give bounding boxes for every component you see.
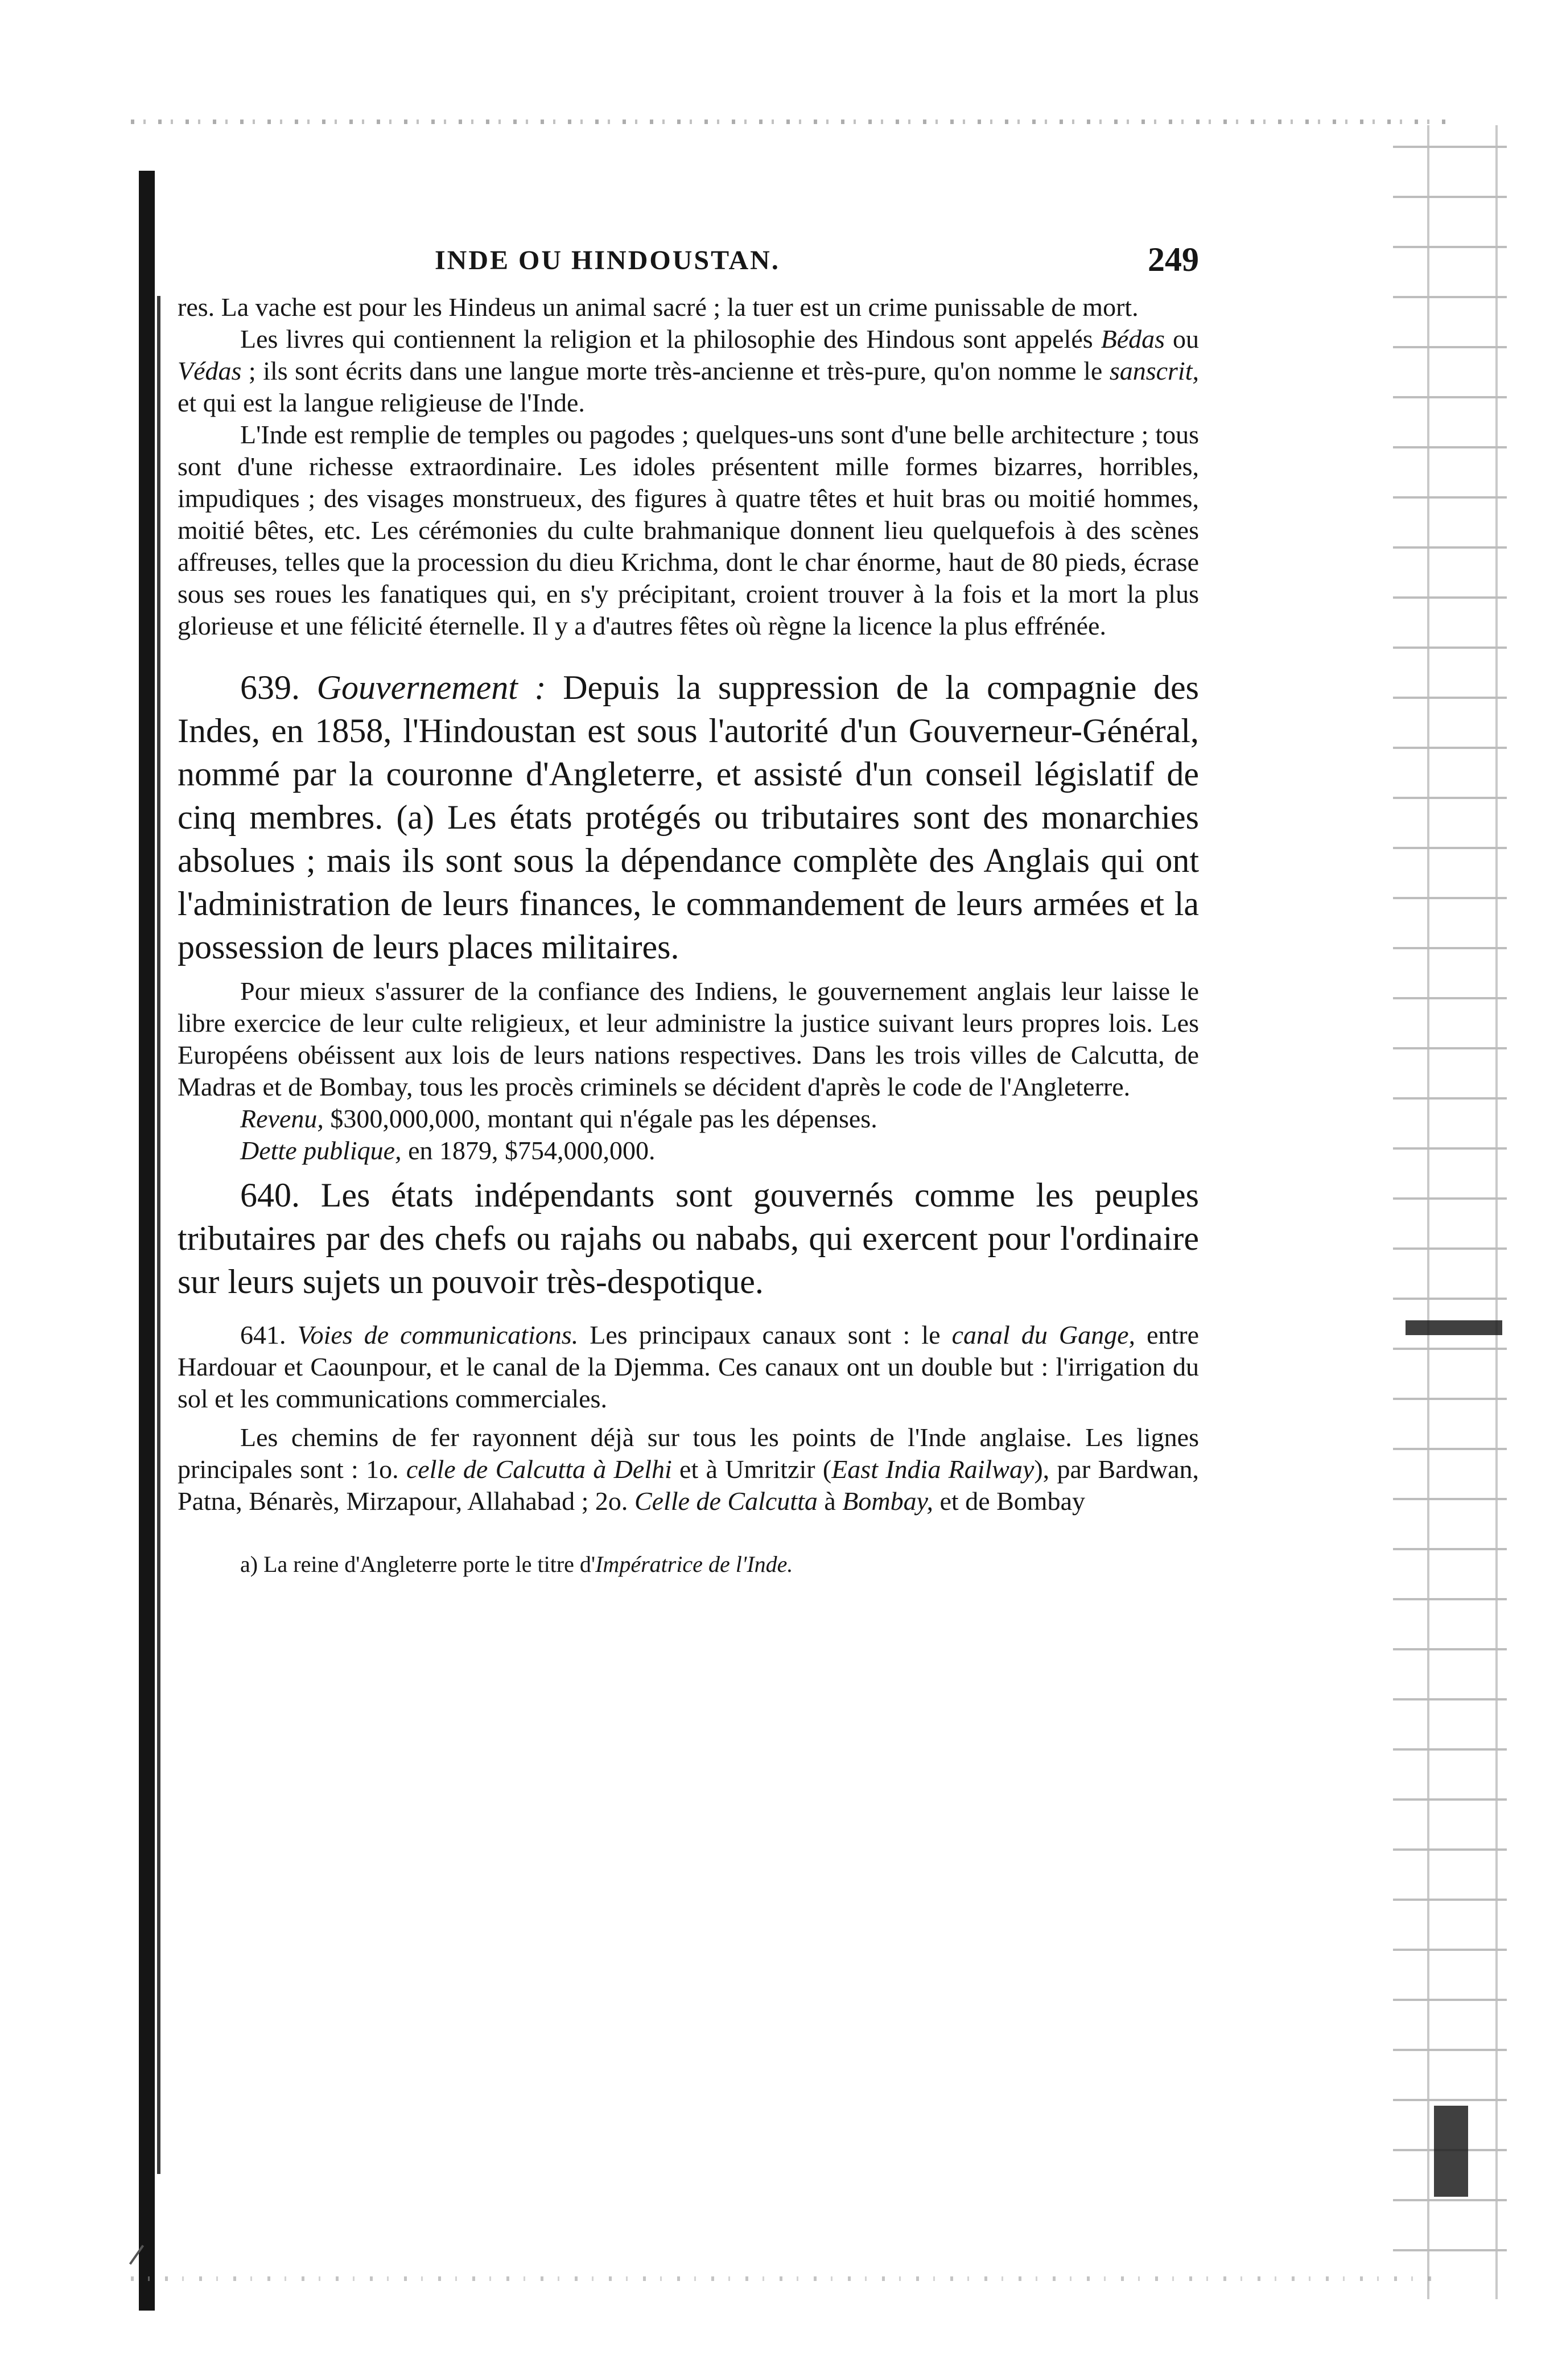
text-run-italic: Bédas xyxy=(1101,324,1165,353)
text-run: à xyxy=(817,1487,843,1516)
text-run: ou xyxy=(1165,324,1200,353)
scan-right-edge-mark xyxy=(1406,1320,1502,1335)
text-run: Les chemins de fer rayonnent déjà sur tous les points de l'Inde anglaise. Les lignes principales sont : 1o. xyxy=(178,1423,1199,1484)
scan-right-edge-noise xyxy=(1393,125,1507,2299)
paragraph-railways xyxy=(178,1422,1199,1517)
scan-right-edge-mark xyxy=(1434,2106,1468,2197)
footnote xyxy=(178,1550,1199,1579)
text-run: entre Hardouar et Caounpour, et le canal de la Djemma. Ces canaux ont un double but : l'irrigation du sol et les communications commerciales. xyxy=(178,1320,1200,1413)
text-run: et à Umritzir ( xyxy=(671,1455,832,1484)
text-run: et de Bombay xyxy=(933,1487,1085,1516)
text-run-italic: celle de Calcutta à Delhi xyxy=(406,1455,672,1484)
footnote-italic: Impératrice de l'Inde. xyxy=(595,1551,793,1577)
book-page xyxy=(178,228,1199,1579)
public-debt-label: Dette publique, xyxy=(240,1136,402,1165)
scan-spine-line xyxy=(157,296,160,2174)
scan-top-edge xyxy=(131,120,1445,124)
revenue-value: $300,000,000, montant qui n'égale pas les dépenses. xyxy=(323,1104,877,1133)
text-run: et qui est la langue religieuse de l'Inde. xyxy=(178,388,585,417)
scan-bottom-edge xyxy=(131,2276,1445,2281)
footnote-text: a) La reine d'Angleterre porte le titre d' xyxy=(240,1551,596,1577)
section-title: Gouvernement : xyxy=(316,669,546,706)
paragraph-justice: Pour mieux s'assurer de la confiance des Indiens, le gouvernement anglais leur laisse le libre exercice de leur culte religieux, et leur administre la justice suivant leurs propres lois. Les Européens obéissent aux lois de leurs nations respectives. Dans les trois villes de Calcutta, de Madras et de Bombay, tous les procès criminels se décident d'après le code de l'Angleterre. xyxy=(178,977,1199,1101)
text-run: Les principaux canaux sont : le xyxy=(578,1320,952,1349)
text-run-italic: Celle de Calcutta xyxy=(634,1487,818,1516)
paragraph-vedas xyxy=(178,323,1199,419)
paragraph-temples: L'Inde est remplie de temples ou pagodes ; quelques-uns sont d'une belle architecture ; tous sont d'une richesse extraordinaire. Les idoles présentent mille formes bizarres, horribles, impudiques ; des visages monstrueux, des figures à quatre têtes et huit bras ou moitié hommes, moitié bêtes, etc. Les cérémonies du culte brahmanique donnent lieu quelquefois à des scènes affreuses, telles que la procession du dieu Krichma, dont le char énorme, haut de 80 pieds, écrase sous ses roues les fanatiques qui, en s'y précipitant, croient trouver à la fois et la mort la plus glorieuse et une félicité éternelle. Il y a d'autres fêtes où règne la licence la plus effrénée. xyxy=(178,420,1199,640)
paragraph-sacred-cow: res. La vache est pour les Hindeus un animal sacré ; la tuer est un crime punissable de mort. xyxy=(178,293,1139,322)
section-639-government xyxy=(178,666,1199,969)
text-run: ; ils sont écrits dans une langue morte très-ancienne et très-pure, qu'on nomme le xyxy=(241,356,1110,385)
scan-spine-shadow xyxy=(139,171,155,2311)
text-run: Les livres qui contiennent la religion et la philosophie des Hindous sont appelés xyxy=(240,324,1101,353)
running-head: INDE OU HINDOUSTAN. xyxy=(435,245,780,275)
text-run-italic: sanscrit, xyxy=(1109,356,1199,385)
public-debt-value: en 1879, $754,000,000. xyxy=(401,1136,656,1165)
page-number: 249 xyxy=(1148,241,1199,278)
section-640-independent-states: 640. Les états indépendants sont gouvernés comme les peuples tributaires par des chefs ou rajahs ou nababs, qui exercent pour l'ordinaire sur leurs sujets un pouvoir très-despotique. xyxy=(178,1176,1199,1300)
text-run: ), par Bardwan, Patna, Bénarès, Mirzapour, Allahabad ; 2o. xyxy=(178,1455,1199,1516)
text-run-italic: Bombay, xyxy=(842,1487,933,1516)
revenue-label: Revenu, xyxy=(240,1104,324,1133)
section-number: 641. xyxy=(240,1320,298,1349)
page-header xyxy=(178,228,1199,285)
section-641-communications xyxy=(178,1319,1199,1415)
section-title: Voies de communications. xyxy=(297,1320,579,1349)
revenue-line xyxy=(178,1103,1199,1135)
text-run-italic: canal du Gange, xyxy=(951,1320,1136,1349)
section-number: 639. xyxy=(240,669,317,706)
text-run: Depuis la suppression de la compagnie des Indes, en 1858, l'Hindoustan est sous l'autorité d'un Gouverneur-Général, nommé par la couronne d'Angleterre, et assisté d'un conseil législatif de cinq membres. (a) Les états protégés ou tributaires sont des monarchies absolues ; mais ils sont sous la dépendance complète des Anglais qui ont l'administration de leurs finances, le commandement de leurs armées et la possession de leurs places militaires. xyxy=(178,669,1199,966)
text-run-italic: Védas xyxy=(178,356,242,385)
text-run-italic: East India Railway xyxy=(831,1455,1035,1484)
public-debt-line xyxy=(178,1135,1199,1167)
